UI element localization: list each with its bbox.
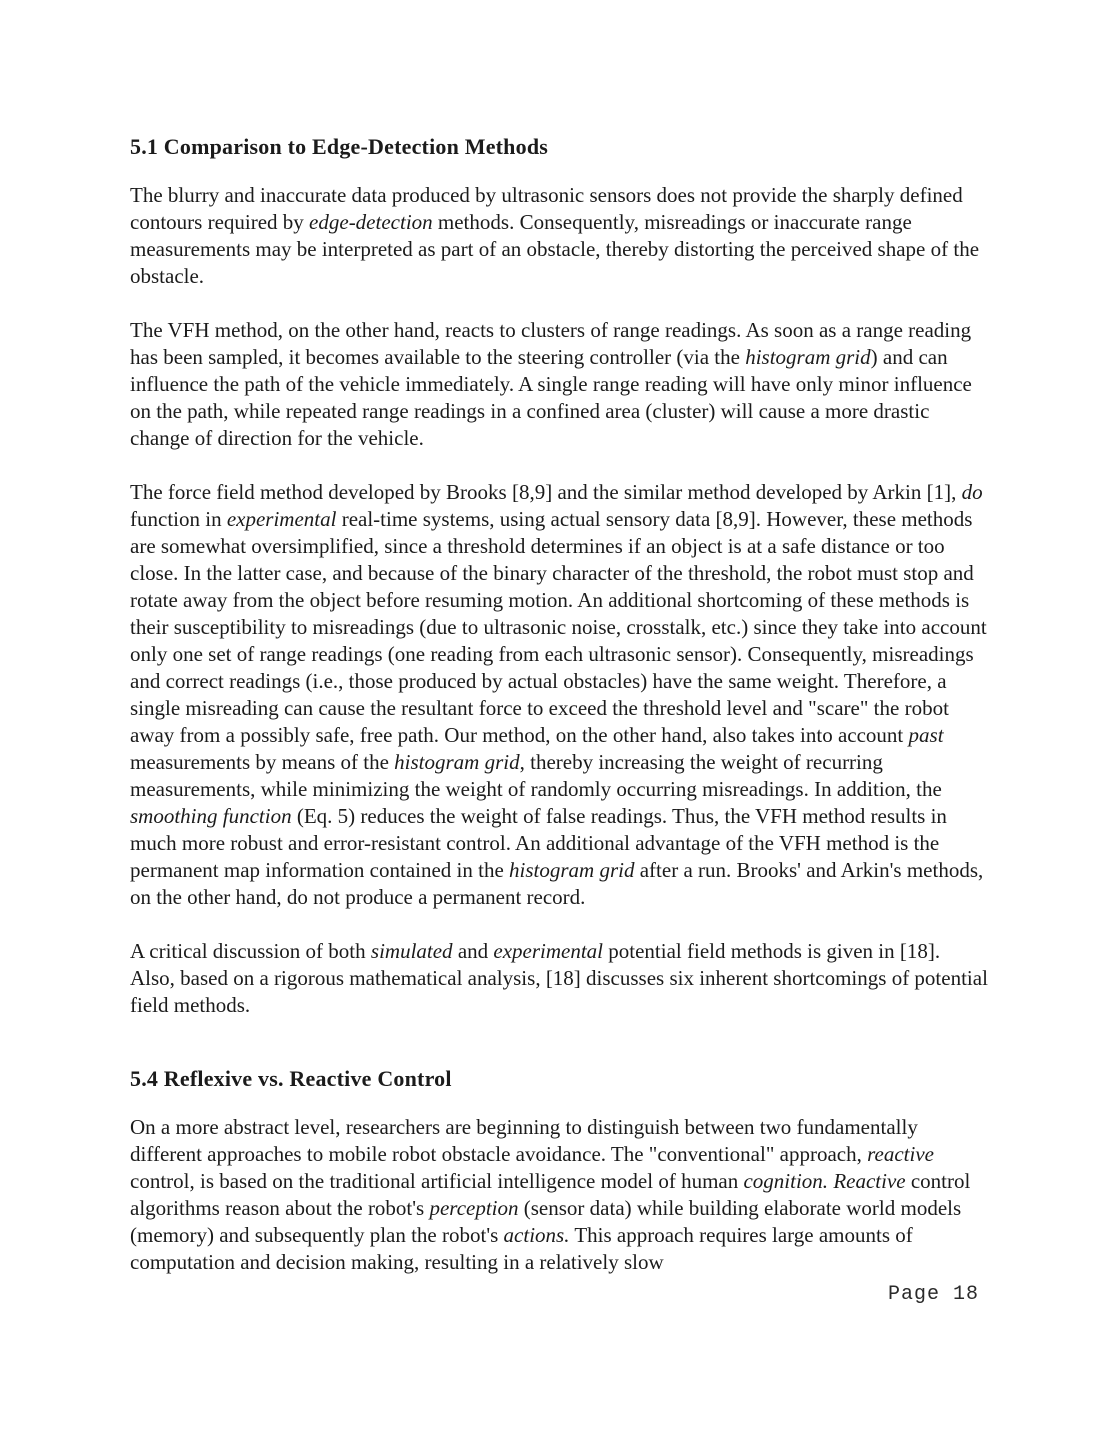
italic-text-run: smoothing function xyxy=(130,804,292,828)
italic-text-run: do xyxy=(961,480,983,504)
text-run: measurements by means of the xyxy=(130,750,395,774)
italic-text-run: actions. xyxy=(503,1223,570,1247)
paragraph xyxy=(130,182,988,290)
text-run: (sensor data) while building elaborate world models (memory) and subsequently plan the robot's xyxy=(130,1196,962,1247)
italic-text-run: simulated xyxy=(370,939,453,963)
italic-text-run: reactive xyxy=(867,1142,934,1166)
paragraph xyxy=(130,1114,988,1276)
text-run: function in xyxy=(130,507,227,531)
text-run: ) and can influence the path of the vehicle immediately. A single range reading will have only minor influence on the path, while repeated range readings in a confined area (cluster) will cause a more drastic change of direction for the vehicle. xyxy=(130,345,972,450)
italic-text-run: perception xyxy=(429,1196,519,1220)
italic-text-run: Reactive xyxy=(833,1169,906,1193)
text-run: This approach requires large amounts of computation and decision making, resulting in a relatively slow xyxy=(130,1223,913,1274)
section-heading: 5.4 Reflexive vs. Reactive Control xyxy=(130,1066,452,1091)
text-run: real-time systems, using actual sensory data [8,9]. However, these methods are somewhat oversimplified, since a threshold determines if an object is at a safe distance or too close. In the latter case, and because of the binary character of the threshold, the robot must stop and rotate away from the object before resuming motion. An additional shortcoming of these methods is their susceptibility to misreadings (due to ultrasonic noise, crosstalk, etc.) since they take into account only one set of range readings (one reading from each ultrasonic sensor). Consequently, misreadings and correct readings (i.e., those produced by actual obstacles) have the same weight. Therefore, a single misreading can cause the resultant force to exceed the threshold level and "scare" the robot away from a possibly safe, free path. Our method, on the other hand, also takes into account xyxy=(130,507,987,747)
text-run: (Eq. 5) reduces the weight of false readings. Thus, the VFH method results in much more robust and error-resistant control. An additional advantage of the VFH method is the permanent map information contained in the xyxy=(130,804,947,882)
italic-text-run: past xyxy=(908,723,944,747)
paragraph xyxy=(130,317,988,452)
page-number: Page 18 xyxy=(888,1283,980,1306)
text-run: The force field method developed by Brooks [8,9] and the similar method developed by Arkin [1], xyxy=(130,480,962,504)
text-run: , thereby increasing the weight of recurring measurements, while minimizing the weight of randomly occurring misreadings. In addition, the xyxy=(130,750,942,801)
document-section xyxy=(130,1065,988,1276)
document-content xyxy=(130,133,988,1276)
italic-text-run: cognition. xyxy=(743,1169,829,1193)
text-run: potential field methods is given in [18]. Also, based on a rigorous mathematical analysis, [18] discusses six inherent shortcomings of potential field methods. xyxy=(130,939,988,1017)
text-run: and xyxy=(452,939,494,963)
text-run: methods. Consequently, misreadings or inaccurate range measurements may be interpreted as part of an obstacle, thereby distorting the perceived shape of the obstacle. xyxy=(130,210,980,288)
paragraph xyxy=(130,479,988,911)
text-run: On a more abstract level, researchers are beginning to distinguish between two fundamentally different approaches to mobile robot obstacle avoidance. The "conventional" approach, xyxy=(130,1115,918,1166)
italic-text-run: histogram grid xyxy=(745,345,871,369)
italic-text-run: experimental xyxy=(493,939,604,963)
text-run: control, is based on the traditional artificial intelligence model of human xyxy=(130,1169,744,1193)
document-section xyxy=(130,133,988,1019)
italic-text-run: experimental xyxy=(226,507,337,531)
text-run: A critical discussion of both xyxy=(130,939,371,963)
italic-text-run: edge-detection xyxy=(309,210,433,234)
text-run: control algorithms reason about the robot's xyxy=(130,1169,971,1220)
text-run: The VFH method, on the other hand, reacts to clusters of range readings. As soon as a range reading has been sampled, it becomes available to the steering controller (via the xyxy=(130,318,972,369)
italic-text-run: histogram grid xyxy=(509,858,635,882)
section-heading: 5.1 Comparison to Edge-Detection Methods xyxy=(130,134,549,159)
paragraph xyxy=(130,938,988,1019)
text-run: after a run. Brooks' and Arkin's methods, on the other hand, do not produce a permanent record. xyxy=(130,858,984,909)
italic-text-run: histogram grid xyxy=(394,750,520,774)
text-run: The blurry and inaccurate data produced by ultrasonic sensors does not provide the sharply defined contours required by xyxy=(130,183,963,234)
